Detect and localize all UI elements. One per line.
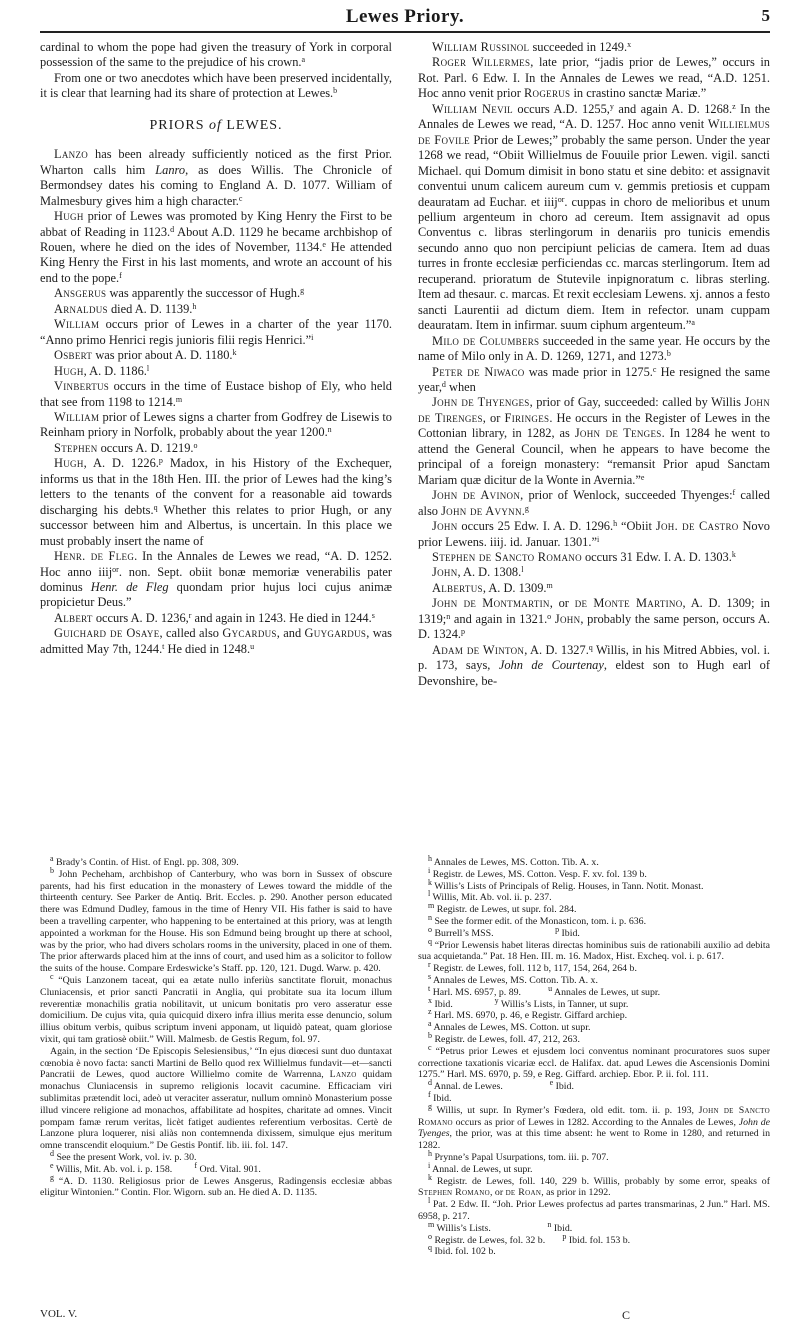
footnote: $^l$ Willis, Mit. Ab. vol. ii. p. 237. bbox=[428, 889, 552, 904]
footnote: $^i$ Annal. de Lewes, ut supr. bbox=[428, 1160, 533, 1175]
paragraph: Stephen occurs A. D. 1219.$^o$ bbox=[54, 440, 198, 455]
paragraph: Henr. de Fleg. In the Annales de Lewes we read, “A. D. 1252. Hoc anno iiij$^{or}$. non. Sept. obiit bonæ memoriæ venerabilis pater dominus Henr. de Fleg quondam prior hujus loci cujus animæ propicietur Deus.” bbox=[40, 549, 392, 610]
paragraph: William Russinol succeeded in 1249.$^x$ bbox=[432, 40, 632, 54]
paragraph: Guichard de Osaye, called also Gycardus, and Guygardus, was admitted May 7th, 1244.$^t$ He died in 1248.$^u$ bbox=[40, 626, 392, 656]
footnote: $^x$ Ibid. $^y$ Willis’s Lists, in Tanner, ut supr. bbox=[428, 995, 629, 1010]
footnote: $^c$ “Petrus prior Lewes et ejusdem loci conventus nominant procuratores suos super correctione taxationis vicariæ eccl. de Halifax. dat. apud Lewes die Ascensionis Domini 1275.” Harl. MS. 6970, p. 59, e Reg. Giffard. archiep. Ebor. P. ii. fol. 111. bbox=[418, 1042, 770, 1081]
section-heading: PRIORS of LEWES. bbox=[149, 117, 283, 133]
footnote: $^q$ Ibid. fol. 102 b. bbox=[428, 1243, 496, 1258]
running-header bbox=[40, 6, 770, 28]
footnote: $^f$ Ibid. bbox=[428, 1089, 452, 1104]
footnote: $^d$ See the present Work, vol. iv. p. 30. bbox=[50, 1148, 197, 1163]
paragraph: Hugh prior of Lewes was promoted by King Henry the First to be abbat of Reading in 1123.$^d$ About A.D. 1129 he became archbishop of Rouen, where he died on the ides of November, 1134.$^e$ He attended King Henry the First in his last moments, and wrote an account of his end to the pope.$^f$ bbox=[40, 209, 393, 285]
paragraph: Osbert was prior about A. D. 1180.$^k$ bbox=[54, 348, 237, 363]
signature-mark: C bbox=[622, 1308, 631, 1322]
footnote: $^g$ Willis, ut supr. In Rymer’s Fœdera, old edit. tom. ii. p. 193, John de Sancto Romano occurs as prior of Lewes in 1282. According to the Annales de Lewes, John de Tyenges, the prior, was at this time absent: he went to Rome in 1280, and returned in 1282. bbox=[418, 1101, 770, 1152]
footnote: $^b$ Registr. de Lewes, foll. 47, 212, 263. bbox=[428, 1030, 580, 1045]
volume-mark: VOL. V. bbox=[40, 1308, 78, 1320]
paragraph: Albertus, A. D. 1309.$^m$ bbox=[432, 580, 553, 595]
left-column bbox=[40, 40, 392, 657]
paragraph: John de Montmartin, or de Monte Martino, A. D. 1309; in 1319;$^n$ and again in 1321.$^o$ John, probably the same person, occurs A. D. 1324.$^p$ bbox=[418, 596, 770, 642]
footnote: $^m$ Registr. de Lewes, ut supr. fol. 284. bbox=[428, 901, 577, 916]
footnote: $^o$ Registr. de Lewes, fol. 32 b. $^p$ Ibid. fol. 153 b. bbox=[428, 1231, 631, 1246]
footnote: $^q$ “Prior Lewensis habet literas directas hominibus suis de rationabili auxilio ad debita sua acquietanda.” Pat. 18 Hen. III. m. 16. Madox, Hist. Excheq. vol. i. p. 617. bbox=[418, 936, 770, 963]
paragraph: Peter de Niwaco was made prior in 1275.$^c$ He resigned the same year,$^d$ when bbox=[418, 364, 770, 394]
paragraph: John de Thyenges, prior of Gay, succeeded: called by Willis John de Tirenges, or Firinges. He occurs in the Register of Lewes in the Cottonian library, in 1282, as John de Tenges. In 1284 he went to attend the General Council, when he appears to have become the principal of a foreign monastery: “remansit Prior apud Sanctam Mariam quæ dicitur de la Wonte in Avernia.”$^e$ bbox=[418, 395, 771, 487]
paragraph: William prior of Lewes signs a charter from Godfrey de Lisewis to Reinham priory in Norfolk, probably about the year 1200.$^n$ bbox=[40, 409, 392, 440]
left-footnotes bbox=[40, 854, 392, 1199]
footnote: $^k$ Willis’s Lists of Principals of Relig. Houses, in Tann. Notit. Monast. bbox=[428, 877, 704, 892]
paragraph: John occurs 25 Edw. I. A. D. 1296.$^h$ “Obiit Joh. de Castro Novo prior Lewens. iiij. id. Januar. 1301.”$^i$ bbox=[418, 519, 770, 549]
paragraph: Hugh, A. D. 1186.$^l$ bbox=[54, 363, 150, 378]
footnote: $^a$ Annales de Lewes, MS. Cotton. ut supr. bbox=[428, 1019, 591, 1034]
paragraph: Arnaldus died A. D. 1139.$^h$ bbox=[54, 301, 197, 316]
footnote: $^e$ Willis, Mit. Ab. vol. i. p. 158. $^f$ Ord. Vital. 901. bbox=[50, 1160, 261, 1175]
footnote: $^l$ Pat. 2 Edw. II. “Joh. Prior Lewes profectus ad partes transmarinas, 2 Jun.” Harl. MS. 6958, p. 217. bbox=[418, 1196, 770, 1222]
paragraph: William occurs prior of Lewes in a charter of the year 1170. “Anno primo Henrici regis junioris filii regis Henrici.”$^i$ bbox=[40, 317, 392, 347]
footnote: $^t$ Harl. MS. 6957, p. 89. $^u$ Annales de Lewes, ut supr. bbox=[428, 983, 661, 998]
footnote: $^s$ Annales de Lewes, MS. Cotton. Tib. A. x. bbox=[428, 971, 598, 986]
paragraph: Lanzo has been already sufficiently noticed as the first Prior. Wharton calls him Lanro, as does Willis. The Chronicle of Bermondsey dates his coming to England A. D. 1077. William of Malmesbury gives him a high character.$^c$ bbox=[40, 147, 392, 208]
footnote: $^n$ See the former edit. of the Monasticon, tom. i. p. 636. bbox=[428, 912, 647, 927]
paragraph: Ansgerus was apparently the successor of Hugh.$^g$ bbox=[54, 286, 305, 301]
paragraph: John, A. D. 1308.$^l$ bbox=[432, 565, 524, 580]
paragraph: cardinal to whom the pope had given the treasury of York in corporal possession of the same to the prejudice of his crown.$^a$ bbox=[40, 40, 392, 70]
footnote: $^h$ Annales de Lewes, MS. Cotton. Tib. A. x. bbox=[428, 854, 599, 868]
header-rule bbox=[40, 31, 770, 33]
paragraph: Hugh, A. D. 1226.$^p$ Madox, in his History of the Exchequer, informs us that in the 18th Hen. III. the prior of Lewes had the king’s letters to the tenants of the convent for a reasonable aid towards discharging his debts.$^q$ Whether this relates to prior Hugh, or any successor between him and Albertus, is uncertain. In this place we must probably insert the name of bbox=[40, 456, 392, 548]
paragraph: Roger Willermes, late prior, “jadis prior de Lewes,” occurs in Rot. Parl. 6 Edw. I. In the Annales de Lewes we read, “A.D. 1251. Hoc anno venit prior Rogerus in crastino sanctæ Mariæ.” bbox=[418, 55, 770, 101]
paragraph: Albert occurs A. D. 1236,$^r$ and again in 1243. He died in 1244.$^s$ bbox=[54, 610, 375, 625]
footnote: Again, in the section ‘De Episcopis Selesiensibus,’ “In ejus diœcesi sunt duo duntaxat cœnobia è novo facta: sancti Martini de Bello quod rex Willielmus fundavit—et—sancti Pancratii de Lewes, quod auctore Willielmo comite de Warrenna, Lanzo quidam monachus Cluniacensis in supremo religionis locavit cacumine. Efficaciam viri sublimitas prætendit loci, adeò ut veraciter asseratur, nullum omninò Monasterium posse illud vincere religione ad monachos, affabilitate ad hospites, charitate ad omnes. Vincit pompam famæ rerum veritas, licèt fatiget audientes referentium verbositas. Certè de Lanzone plura loquerer, nisi aliàs non contemnenda dixissem, simulque ejus meritum omne transcendit eloquium.” De Gestis Pontif. lib. iii. fol. 147. bbox=[40, 1045, 392, 1152]
paragraph: Vinbertus occurs in the time of Eustace bishop of Ely, who held that see from 1198 to 1214.$^m$ bbox=[40, 379, 392, 409]
paragraph: William Nevil occurs A.D. 1255,$^y$ and again A. D. 1268.$^z$ In the Annales de Lewes we read, “A. D. 1257. Hoc anno venit Willielmus de Fovile Prior de Lewes;” probably the same person. Under the year 1268 we read, “Obiit Willielmus de Fouuile prior Lewen. vigil. sancti Michael. qui Domum dimisit in bono statu et sine debito: et assignavit conventui unum calicem aureum cum v. gemmis pretiosis et cuppam deauratam ad Euchar. et iiij$^{or}$. cuppas in choro de melioribus et unum pellium argenteum in choro ad cereum. Item assignavit ad opus Conventus c. libras sterlingorum in denariis pro tunicis emendis secundo anno quo non percipiunt pelicias de camera. Item ad duas turres in fronte ecclesiæ perficiendas cc. marcas sterlingorum. Item ad recuperand. prioratum de Stutevile inpignoratum c. libras sterling. Item ad thesaur. c. marcas. Et rexit ecclesiam Lewens. xj. annos a festo sancti Laurentii ad dictum diem. Item in refector. unam cuppam deauratam. Item in infirmar. suum ciphum argenteum.”$^a$ bbox=[418, 101, 771, 333]
paragraph: Milo de Columbers succeeded in the same year. He occurs by the name of Milo only in A. D. 1269, 1271, and 1273.$^b$ bbox=[418, 333, 770, 364]
footnote: $^k$ Registr. de Lewes, foll. 140, 229 b. Willis, probably by some error, speaks of Stephen Romano, or de Roan, as prior in 1292. bbox=[418, 1172, 770, 1199]
footnote: $^z$ Harl. MS. 6970, p. 46, e Registr. Giffard archiep. bbox=[428, 1007, 628, 1022]
footnote: $^m$ Willis’s Lists. $^n$ Ibid. bbox=[428, 1219, 573, 1234]
footnote: $^i$ Registr. de Lewes, MS. Cotton. Vesp. F. xv. fol. 139 b. bbox=[428, 865, 647, 880]
footnote: $^a$ Brady’s Contin. of Hist. of Engl. pp. 308, 309. bbox=[50, 854, 239, 868]
paragraph: Stephen de Sancto Romano occurs 31 Edw. I. A. D. 1303.$^k$ bbox=[432, 549, 736, 564]
paragraph: From one or two anecdotes which have been preserved incidentally, it is clear that learning had its share of protection at Lewes.$^b$ bbox=[40, 70, 392, 101]
footnote: $^b$ John Pecheham, archbishop of Canterbury, who was born in Sussex of obscure parents, had his first education in the monastery of Lewes toward the middle of the thirteenth century. See Parker de Antiq. Brit. Eccles. p. 290. Another person educated there was Edmund Dudley, famous in the time of Henry VII. His father is said to have been a travelling carpenter, who happening to be entertained at this priory, was at length appointed a workman for the House. His son Edmund being brought up there at school, was by the prior, who had divers scholars rooms in the university, placed in one of them. The prior afterwards placed him at the inns of court, and used him as a solicitor to follow the suits of the house. Compare Erdeswicke’s Staff. pp. 120, 121. Dugd. Warw. p. 420. bbox=[40, 865, 392, 975]
running-title: Lewes Priory. bbox=[345, 6, 465, 27]
page-number: 5 bbox=[761, 6, 770, 25]
paragraph: John de Avinon, prior of Wenlock, succeeded Thyenges:$^f$ called also John de Avynn.$^g$ bbox=[418, 488, 770, 518]
footnote: $^d$ Annal. de Lewes. $^e$ Ibid. bbox=[428, 1078, 574, 1093]
right-footnotes bbox=[418, 854, 770, 1258]
paragraph: Adam de Winton, A. D. 1327.$^q$ Willis, in his Mitred Abbies, vol. i. p. 173, says, John de Courtenay, eldest son to Hugh earl of Devonshire, be- bbox=[418, 642, 770, 688]
footnote: $^g$ “A. D. 1130. Religiosus prior de Lewes Ansgerus, Radingensis ecclesiæ abbas eligitur Wintonien.” Contin. Flor. Wigorn. sub an. He died A. D. 1135. bbox=[40, 1172, 392, 1199]
footnote: $^c$ “Quis Lanzonem taceat, qui ea ætate nullo inferiùs sanctitate floruit, monachus Cluniacensis, et prior sancti Pancratii in Anglia, qui probitate sua ita locum illum reverentiæ monachilis gratia nobilitavit, ut unicum bonitatis pro vero asseratur esse domicilium. De cujus vita, quia quicquid dixero infra illius merita esse denuncio, solum illius obitum verbis, quibus scriptum inveni apponam, ut liquidò pateat, quam gloriose vixit, qui tam gratiosè obiit.” Will. Malmesb. de Gestis Regum, fol. 97. bbox=[40, 971, 392, 1045]
footnote: $^h$ Prynne’s Papal Usurpations, tom. iii. p. 707. bbox=[428, 1148, 609, 1163]
footnote: $^r$ Registr. de Lewes, foll. 112 b, 117, 154, 264, 264 b. bbox=[428, 960, 637, 975]
right-column bbox=[418, 40, 770, 689]
footnote: $^o$ Burrell’s MSS. $^p$ Ibid. bbox=[428, 924, 580, 939]
